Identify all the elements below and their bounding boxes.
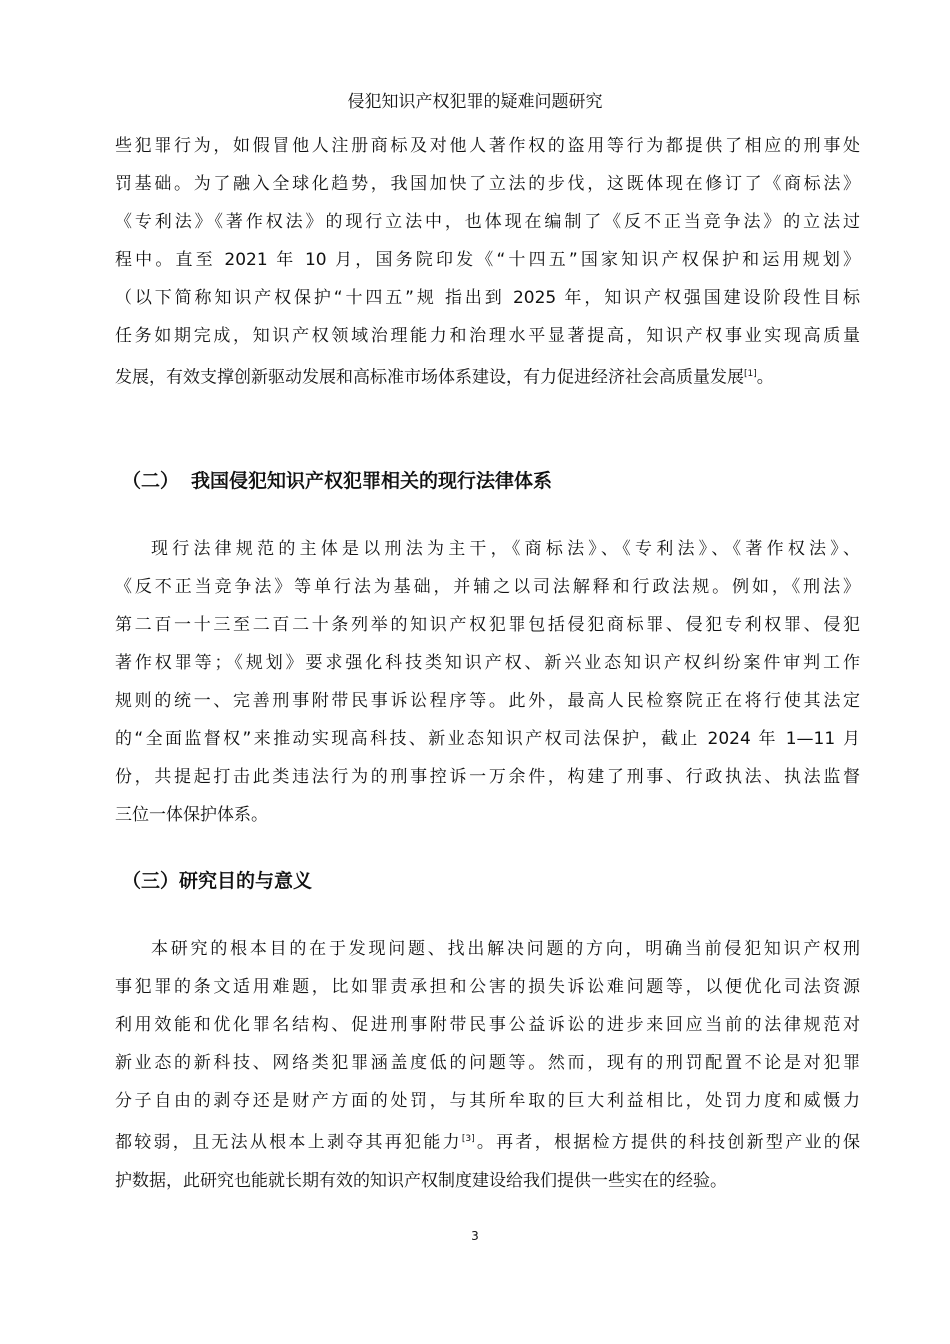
paragraph-line: 份，共提起打击此类违法行为的刑事控诉一万余件，构建了刑事、行政执法、执法监督	[115, 767, 860, 787]
paragraph-line	[115, 355, 860, 397]
paragraph-line: 罚基础。为了融入全球化趋势，我国加快了立法的步伐，这既体现在修订了《商标法》	[115, 174, 860, 194]
paragraph-line: 程中。直至 2021 年 10 月，国务院印发《“十四五”国家知识产权保护和运用规划》	[115, 250, 860, 270]
paragraph-line: 规则的统一、完善刑事附带民事诉讼程序等。此外，最高人民检察院正在将行使其法定	[115, 691, 860, 711]
section-heading-3	[122, 866, 312, 896]
paragraph-line: 任务如期完成，知识产权领域治理能力和治理水平显著提高，知识产权事业实现高质量	[115, 326, 860, 346]
paragraph-line: 事犯罪的条文适用难题，比如罪责承担和公害的损失诉讼难问题等，以便优化司法资源	[115, 977, 860, 997]
header-title: 侵犯知识产权犯罪的疑难问题研究	[347, 92, 603, 112]
section-heading-2	[122, 466, 552, 496]
paragraph-line	[115, 1120, 860, 1162]
page-header	[0, 90, 950, 114]
paragraph-3	[115, 930, 860, 1200]
paragraph-line: 护数据，此研究也能就长期有效的知识产权制度建设给我们提供一些实在的经验。	[115, 1170, 727, 1191]
sentence-end: 。	[756, 367, 774, 388]
paragraph-line: 著作权罪等；《规划》要求强化科技类知识产权、新兴业态知识产权纠纷案件审判工作	[115, 653, 860, 673]
heading-text: 我国侵犯知识产权犯罪相关的现行法律体系	[191, 470, 553, 492]
page-number-text: 3	[471, 1229, 479, 1243]
paragraph-line: 三位一体保护体系。	[115, 805, 268, 825]
paragraph-line: 第二百一十三至二百二十条列举的知识产权犯罪包括侵犯商标罪、侵犯专利权罪、侵犯	[115, 615, 860, 635]
paragraph-line: 本研究的根本目的在于发现问题、找出解决问题的方向，明确当前侵犯知识产权刑	[151, 939, 860, 959]
paragraph-line: （以下简称知识产权保护“十四五”规 指出到 2025 年，知识产权强国建设阶段性目标	[115, 288, 860, 308]
paragraph-text: 。再者，根据检方提供的科技创新型产业的保	[474, 1132, 861, 1153]
paragraph-line: 新业态的新科技、网络类犯罪涵盖度低的问题等。然而，现有的刑罚配置不论是对犯罪	[115, 1053, 860, 1073]
heading-number: （二）	[122, 470, 180, 492]
paragraph-text: 都较弱，且无法从根本上剥夺其再犯能力	[115, 1132, 462, 1153]
paragraph-text: 发展，有效支撑创新驱动发展和高标准市场体系建设，有力促进经济社会高质量发展	[115, 367, 744, 388]
paragraph-line: 现行法律规范的主体是以刑法为主干，《商标法》、《专利法》、《著作权法》、	[151, 539, 860, 559]
paragraph-line: 些犯罪行为，如假冒他人注册商标及对他人著作权的盗用等行为都提供了相应的刑事处	[115, 136, 860, 156]
paragraph-2	[115, 530, 860, 834]
paragraph-line: 《专利法》《著作权法》的现行立法中，也体现在编制了《反不正当竞争法》的立法过	[115, 212, 860, 232]
paragraph-line: 的“全面监督权”来推动实现高科技、新业态知识产权司法保护，截止 2024 年 1—11 月	[115, 729, 860, 749]
page-number	[0, 1228, 950, 1244]
paragraph-line: 分子自由的剥夺还是财产方面的处罚，与其所牟取的巨大利益相比，处罚力度和威慑力	[115, 1091, 860, 1111]
citation-1: [1]	[744, 369, 757, 379]
heading-text: （三）研究目的与意义	[122, 870, 313, 892]
paragraph-1	[115, 127, 860, 397]
paragraph-line: 《反不正当竞争法》等单行法为基础，并辅之以司法解释和行政法规。例如，《刑法》	[115, 577, 860, 597]
citation-3: [3]	[461, 1134, 475, 1144]
paragraph-line: 利用效能和优化罪名结构、促进刑事附带民事公益诉讼的进步来回应当前的法律规范对	[115, 1015, 860, 1035]
